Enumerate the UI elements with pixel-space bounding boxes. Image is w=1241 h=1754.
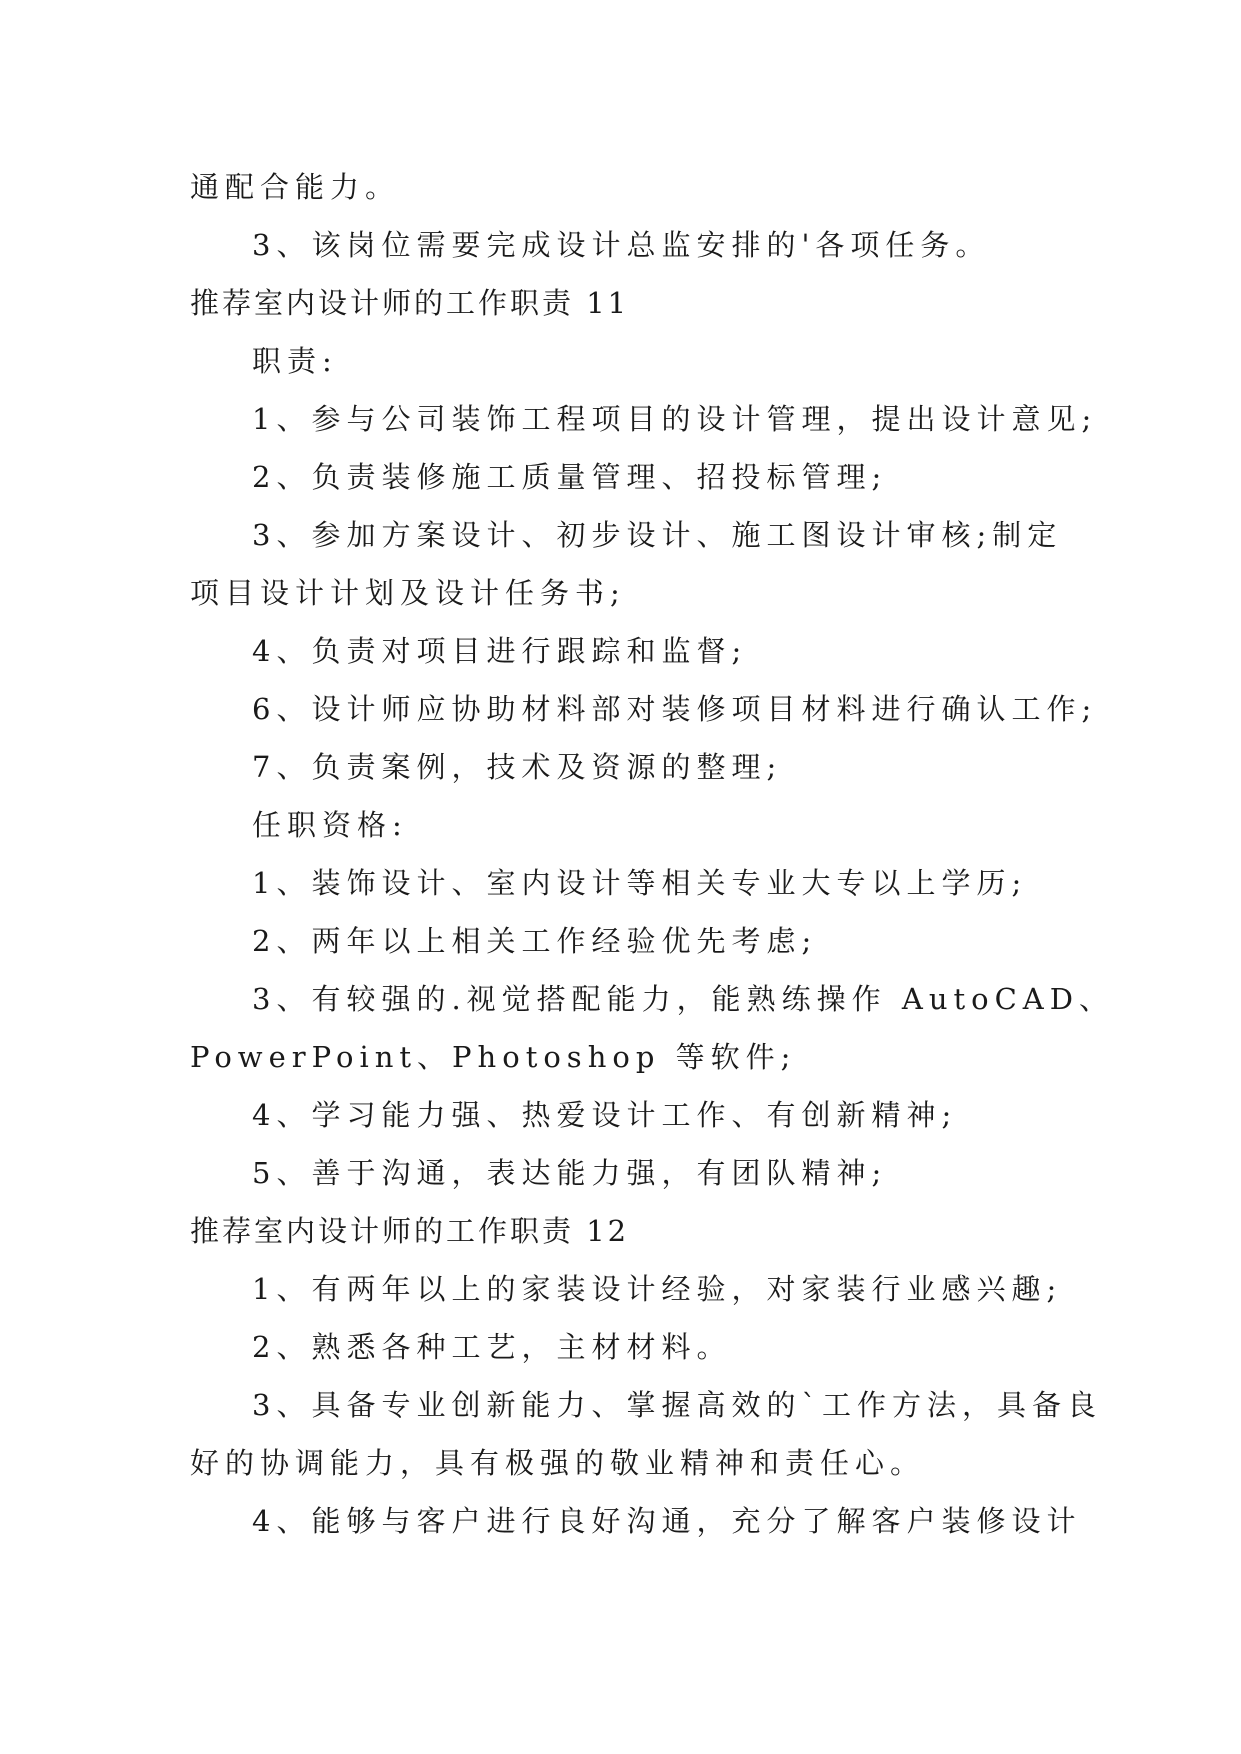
text-line: 3、具备专业创新能力、掌握高效的`工作方法，具备良 <box>252 1388 1102 1422</box>
text-line: 通配合能力。 <box>190 170 401 204</box>
section-heading: 推荐室内设计师的工作职责 11 <box>190 286 630 320</box>
text-line: 4、负责对项目进行跟踪和监督; <box>252 634 748 668</box>
text-line: 2、负责装修施工质量管理、招投标管理; <box>252 460 888 494</box>
text-line: 5、善于沟通，表达能力强，有团队精神; <box>252 1156 888 1190</box>
text-line: 3、有较强的.视觉搭配能力，能熟练操作 AutoCAD、 <box>252 982 1115 1016</box>
text-line: PowerPoint、Photoshop 等软件; <box>190 1040 797 1074</box>
text-line: 2、两年以上相关工作经验优先考虑; <box>252 924 818 958</box>
text-line: 好的协调能力，具有极强的敬业精神和责任心。 <box>190 1446 926 1480</box>
text-line: 3、参加方案设计、初步设计、施工图设计审核;制定 <box>252 518 1063 552</box>
text-line: 2、熟悉各种工艺，主材材料。 <box>252 1330 732 1364</box>
section-heading: 推荐室内设计师的工作职责 12 <box>190 1214 630 1248</box>
text-line: 1、装饰设计、室内设计等相关专业大专以上学历; <box>252 866 1028 900</box>
text-line: 任职资格: <box>252 808 408 842</box>
text-line: 3、该岗位需要完成设计总监安排的'各项任务。 <box>252 228 991 262</box>
text-line: 职责: <box>252 344 338 378</box>
text-line: 1、参与公司装饰工程项目的设计管理，提出设计意见; <box>252 402 1098 436</box>
document-body <box>190 158 1115 1550</box>
text-line: 项目设计计划及设计任务书; <box>190 576 626 610</box>
text-line: 4、能够与客户进行良好沟通，充分了解客户装修设计 <box>252 1504 1082 1538</box>
text-line: 7、负责案例，技术及资源的整理; <box>252 750 783 784</box>
text-line: 1、有两年以上的家装设计经验，对家装行业感兴趣; <box>252 1272 1063 1306</box>
text-line: 6、设计师应协助材料部对装修项目材料进行确认工作; <box>252 692 1098 726</box>
text-line: 4、学习能力强、热爱设计工作、有创新精神; <box>252 1098 958 1132</box>
